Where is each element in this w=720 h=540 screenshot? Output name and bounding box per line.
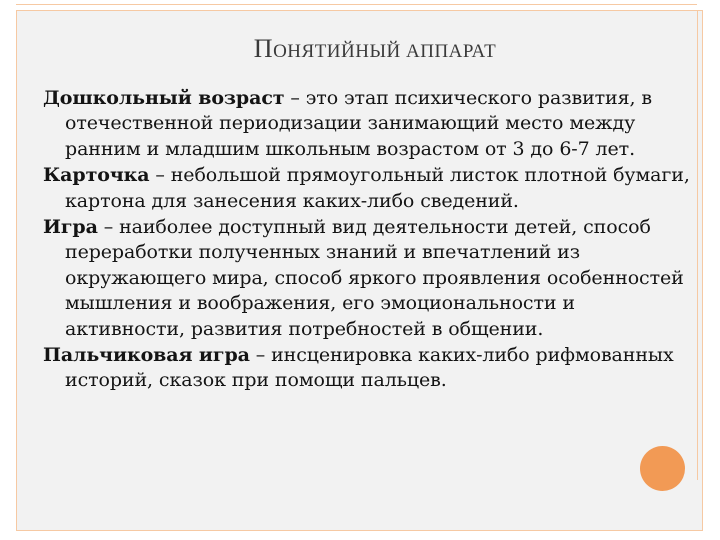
definition-item: [43, 343, 691, 394]
definition-item: [43, 163, 691, 214]
term-label: Пальчиковая игра: [43, 344, 250, 367]
term-definition: – наиболее доступный вид деятельности детей, способ переработки полученных знаний и впечатлений из окружающего мира, способ яркого проявления особенностей мышления и воображения, его эмоциональности и активности, развития потребностей в общении.: [65, 216, 684, 340]
term-definition: – небольшой прямоугольный листок плотной бумаги, картона для занесения каких-либо сведений.: [65, 164, 690, 212]
definitions-list: [43, 86, 691, 395]
title-rest: ОНЯТИЙНЫЙ АППАРАТ: [273, 41, 497, 62]
title-first-letter: П: [253, 34, 274, 63]
definition-item: [43, 86, 691, 162]
definition-item: [43, 215, 691, 342]
page-title: [0, 34, 720, 64]
term-definition: – это этап психического развития, в отечественной периодизации занимающий место между ранним и младшим школьным возрастом от 3 до 6-7 лет.: [65, 87, 652, 160]
term-label: Игра: [43, 216, 98, 239]
decorative-circle: [640, 446, 685, 491]
term-label: Дошкольный возраст: [43, 87, 285, 109]
term-label: Карточка: [43, 164, 150, 187]
frame-right-line: [697, 10, 698, 480]
term-definition: – инсценировка каких-либо рифмованных историй, сказок при помощи пальцев.: [65, 344, 674, 392]
frame-top-line: [16, 4, 697, 5]
